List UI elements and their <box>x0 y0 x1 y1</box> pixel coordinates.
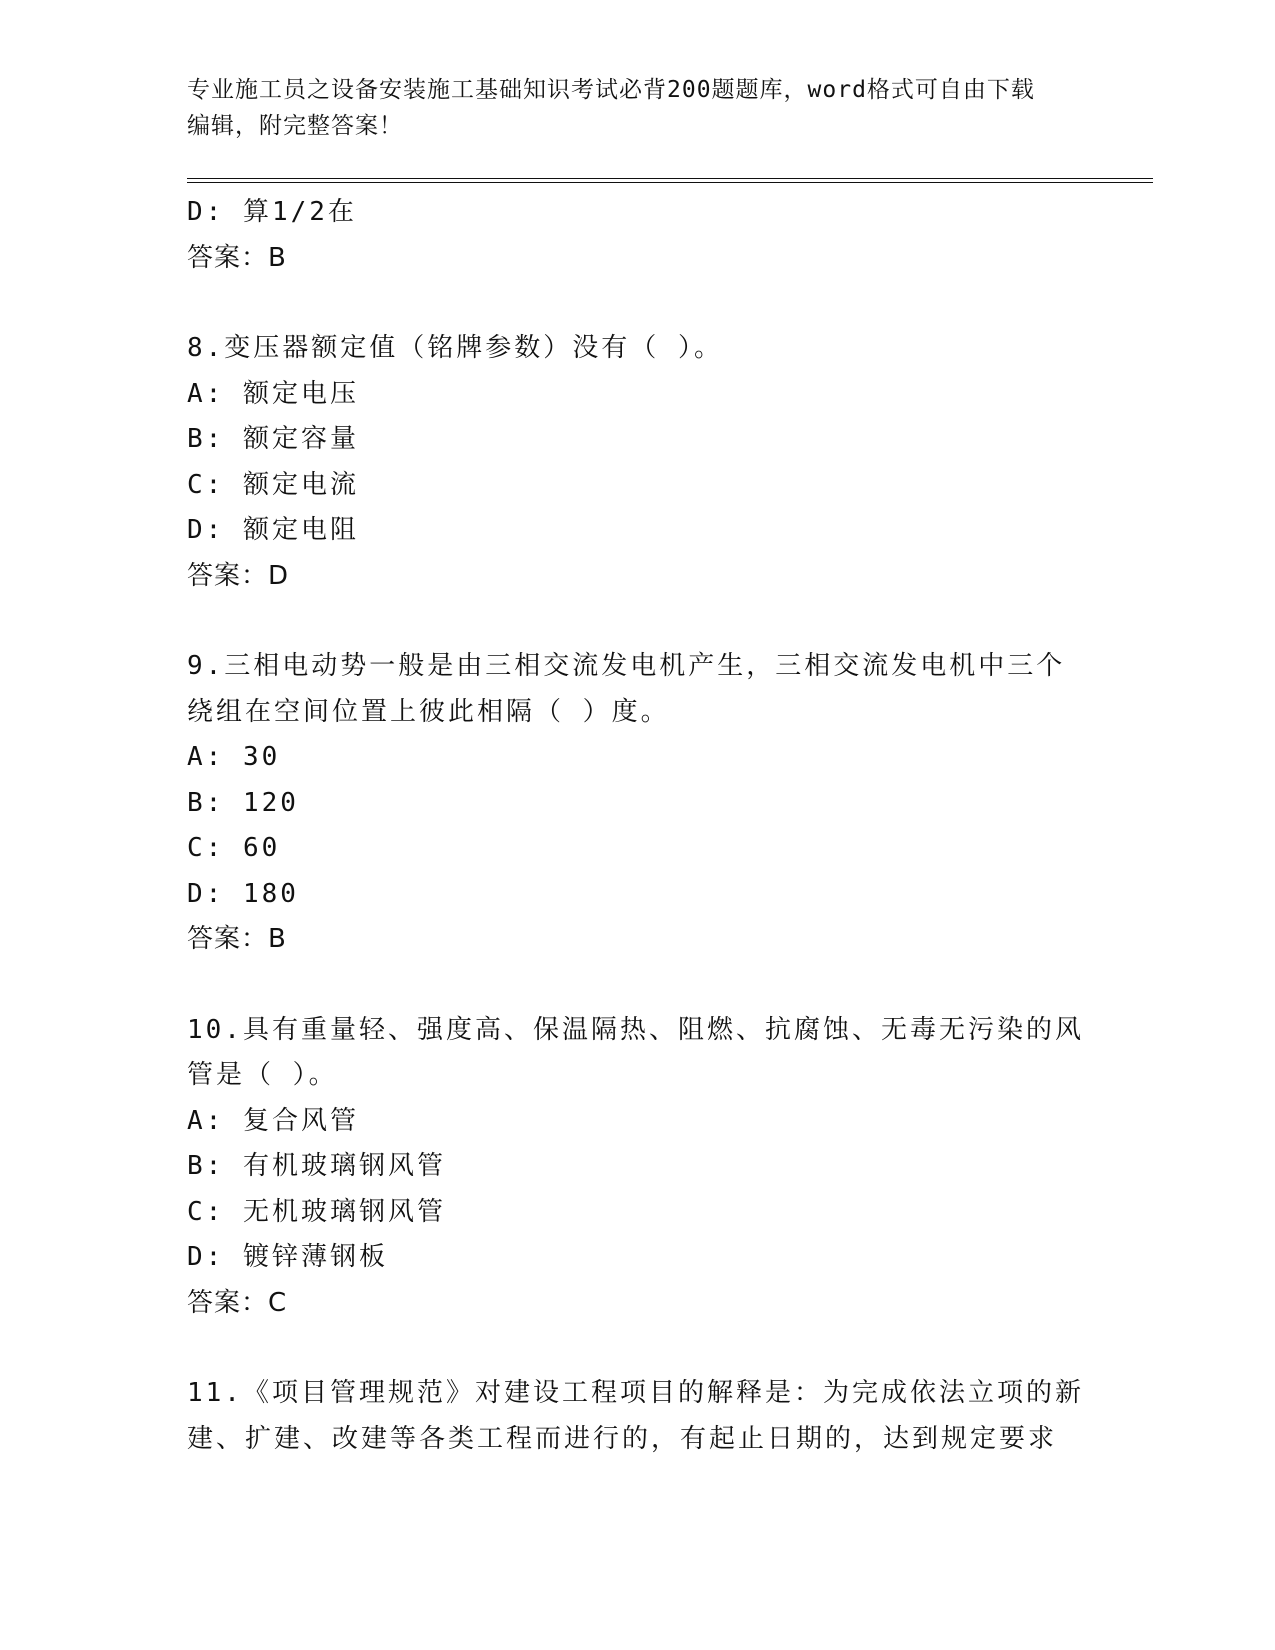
spacer <box>187 599 1087 644</box>
option-c: C: 60 <box>187 833 281 863</box>
option-c: C: 无机玻璃钢风管 <box>187 1196 446 1227</box>
option-c: C: 额定电流 <box>187 469 359 500</box>
option-b: B: 额定容量 <box>187 424 359 454</box>
document-header <box>187 72 1067 144</box>
question-stem-line-2: 绕组在空间位置上彼此相隔（ ）度。 <box>187 696 670 727</box>
answer-line: 答案：B <box>187 242 287 273</box>
header-line-2: 编辑，附完整答案！ <box>187 113 403 139</box>
question-stem-line-1: 9.三相电动势一般是由三相交流发电机产生，三相交流发电机中三个 <box>187 651 1066 681</box>
spacer <box>187 281 1087 326</box>
answer-line: 答案：B <box>187 924 287 954</box>
question-9 <box>187 644 1087 963</box>
option-a: A: 额定电压 <box>187 378 359 409</box>
option-d: D: 180 <box>187 878 299 909</box>
question-stem-line-2: 管是（ ）。 <box>187 1060 338 1090</box>
question-stem-line-1: 10.具有重量轻、强度高、保温隔热、阻燃、抗腐蚀、无毒无污染的风 <box>187 1014 1084 1045</box>
option-d: D: 算1/2在 <box>187 197 357 227</box>
question-8 <box>187 326 1087 599</box>
header-divider <box>187 178 1153 183</box>
answer-line: 答案：C <box>187 1287 288 1318</box>
question-11 <box>187 1371 1087 1462</box>
option-b: B: 120 <box>187 787 299 818</box>
question-stem-line-2: 建、扩建、改建等各类工程而进行的，有起止日期的，达到规定要求 <box>187 1423 1058 1454</box>
question-stem: 8.变压器额定值（铭牌参数）没有（ ）。 <box>187 333 723 363</box>
header-line-1: 专业施工员之设备安装施工基础知识考试必背200题题库，word格式可自由下载 <box>187 77 1035 103</box>
spacer <box>187 963 1087 1008</box>
question-stem-line-1: 11.《项目管理规范》对建设工程项目的解释是：为完成依法立项的新 <box>187 1378 1084 1408</box>
option-d: D: 额定电阻 <box>187 515 359 545</box>
answer-line: 答案：D <box>187 560 290 591</box>
option-d: D: 镀锌薄钢板 <box>187 1242 388 1272</box>
document-body <box>187 190 1087 1462</box>
option-b: B: 有机玻璃钢风管 <box>187 1151 446 1181</box>
option-a: A: 30 <box>187 742 281 772</box>
option-a: A: 复合风管 <box>187 1105 359 1136</box>
question-10 <box>187 1008 1087 1327</box>
spacer <box>187 1326 1087 1371</box>
